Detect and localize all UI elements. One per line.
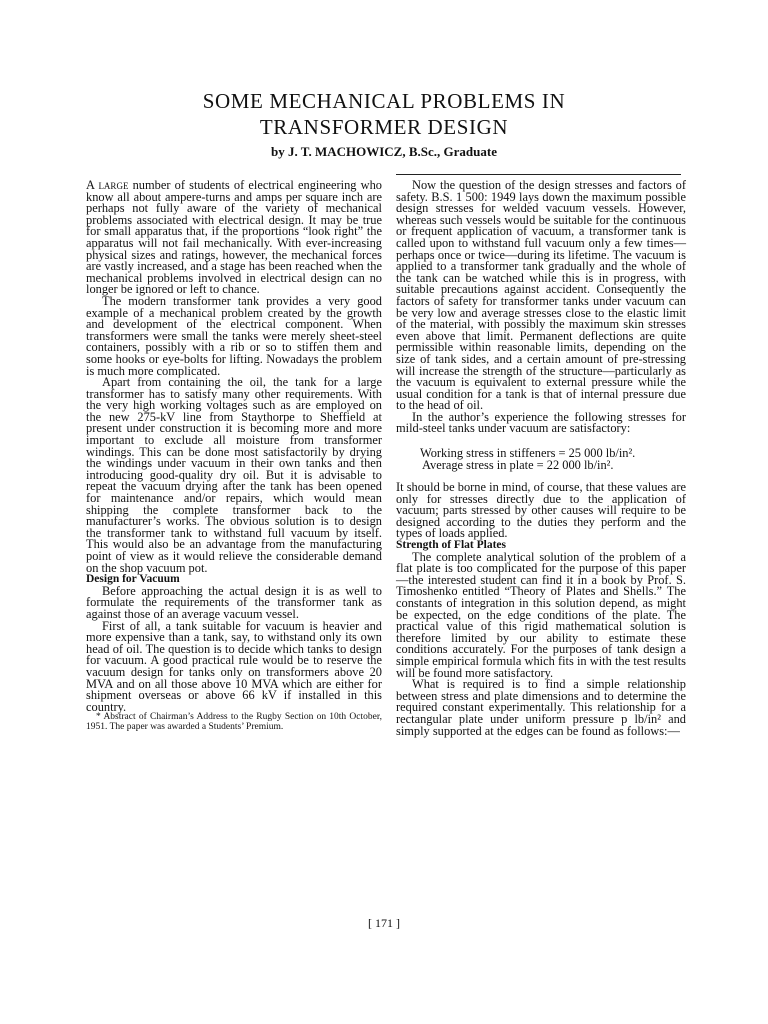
right-column — [396, 180, 686, 737]
stress-formulae — [420, 447, 686, 471]
paragraph: The modern transformer tank provides a very good example of a mechanical problem created by the growth and development of the electrical component. When transformers were small the tanks were merely sheet-steel containers, possibly with a rib or so to stiffen them and some hooks or eye-bolts for lifting. Nowadays the problem is much more complicated. — [86, 293, 382, 378]
page-number: [ 171 ] — [368, 916, 400, 930]
paragraph: First of all, a tank suitable for vacuum is heavier and more expensive than a tank, say, to withstand only its own head of oil. The question is to decide which tanks to design for vacuum. A good practical rule would be to reserve the vacuum design for tanks only on transformers above 20 MVA and on all those above 10 MVA which are either for shipment overseas or above 66 kV if installed in this country. — [86, 618, 382, 714]
paragraph: What is required is to find a simple relationship between stress and plate dimensions and to determine the required constant experimentally. This relationship for a rectangular plate under uniform pressure p lb/in² and simply supported at the edges can be found as follows:— — [396, 677, 686, 738]
article-title — [0, 88, 768, 140]
left-column — [86, 180, 382, 733]
column-rule — [396, 174, 681, 175]
formula-plate: Average stress in plate = 22 000 lb/in². — [422, 458, 614, 473]
intro-paragraph — [86, 180, 382, 296]
author-byline: by J. T. MACHOWICZ, B.Sc., Graduate — [271, 144, 497, 159]
title-line-1: SOME MECHANICAL PROBLEMS IN — [202, 89, 566, 113]
intro-lead-words: A large — [86, 178, 129, 192]
footnote: * Abstract of Chairman’s Address to the Rugby Section on 10th October, 1951. The paper was awarded a Students’ Premium. — [86, 712, 382, 733]
intro-text: number of students of electrical engineering who know all about ampere-turns and amps per square inch are perhaps not fully aware of the variety of mechanical problems associated with electrical design. It may be true for small apparatus that, if the proportions “look right” the apparatus will not fail mechanically. With ever-increasing physical sizes and ratings, however, the mechanical forces are vastly increased, and a stage has been reached when the mechanical problems involved in electrical design can no longer be ignored or left to chance. — [86, 178, 382, 297]
title-line-2: TRANSFORMER DESIGN — [259, 115, 509, 139]
paragraph: Now the question of the design stresses and factors of safety. B.S. 1 500: 1949 lays down the maximum possible design stresses for welded vacuum vessels. However, whereas such vessels would be suitable for the continuous or frequent application of vacuum, a transformer tank is called upon to withstand full vacuum only a few times—perhaps once or twice—during its lifetime. The vacuum is applied to a transformer tank gradually and the whole of the tank can be watched while this is in progress, with suitable precautions against accident. Consequently the factors of safety for transformer tanks under vacuum can be very low and average stresses close to the elastic limit of the material, with possibly the maximum skin stresses even above that limit. Permanent deflections are quite permissible within reasonable limits, depending on the size of tank sides, and a certain amount of pre-stressing will increase the strength of the structure—particularly as the vacuum is equivalent to external pressure while the usual condition for a tank is that of internal pressure due to the head of oil. — [396, 178, 686, 413]
section-heading-vacuum: Design for Vacuum — [86, 573, 180, 586]
paragraph: Before approaching the actual design it is as well to formulate the requirements of the transformer tank as against those of an average vacuum vessel. — [86, 583, 382, 621]
formula-stiffeners: Working stress in stiffeners = 25 000 lb/in². — [420, 446, 636, 461]
paragraph: Apart from containing the oil, the tank for a large transformer has to satisfy many other requirements. With the very high working voltages such as are employed on the new 275-kV line from Staythorpe to Sheffield at present under construction it is becoming more and more important to exclude all moisture from transformer windings. This can be done most satisfactorily by drying the windings under vacuum in their own tanks and then introducing good-quality dry oil. But it is advisable to repeat the vacuum drying after the tank has been opened for maintenance and/or repairs, which would mean shipping the complete transformer back to the manufacturer’s works. The obvious solution is to design the transformer tank to withstand full vacuum by itself. This would also be an advantage from the manufacturing point of view as it would relieve the considerable demand on the shop vacuum pot. — [86, 375, 382, 575]
paragraph: It should be borne in mind, of course, that these values are only for stresses directly due to the application of vacuum; parts stressed by other causes will require to be designed according to the duties they perform and the types of loads applied. — [396, 480, 686, 541]
paragraph: In the author’s experience the following stresses for mild-steel tanks under vacuum are satisfactory: — [396, 409, 686, 436]
paragraph: The complete analytical solution of the problem of a flat plate is too complicated for the purpose of this paper—the interested student can find it in a book by Prof. S. Timoshenko entitled “Theory of Plates and Shells.” The constants of integration in this solution depend, as might be expected, on the edge conditions of the plate. The practical value of this rigid mathematical solution is therefore limited by our ability to estimate these conditions accurately. For the purposes of tank design a simple empirical formula which fits in with the test results will be found more satisfactory. — [396, 549, 686, 680]
section-heading-flat-plates: Strength of Flat Plates — [396, 539, 506, 552]
